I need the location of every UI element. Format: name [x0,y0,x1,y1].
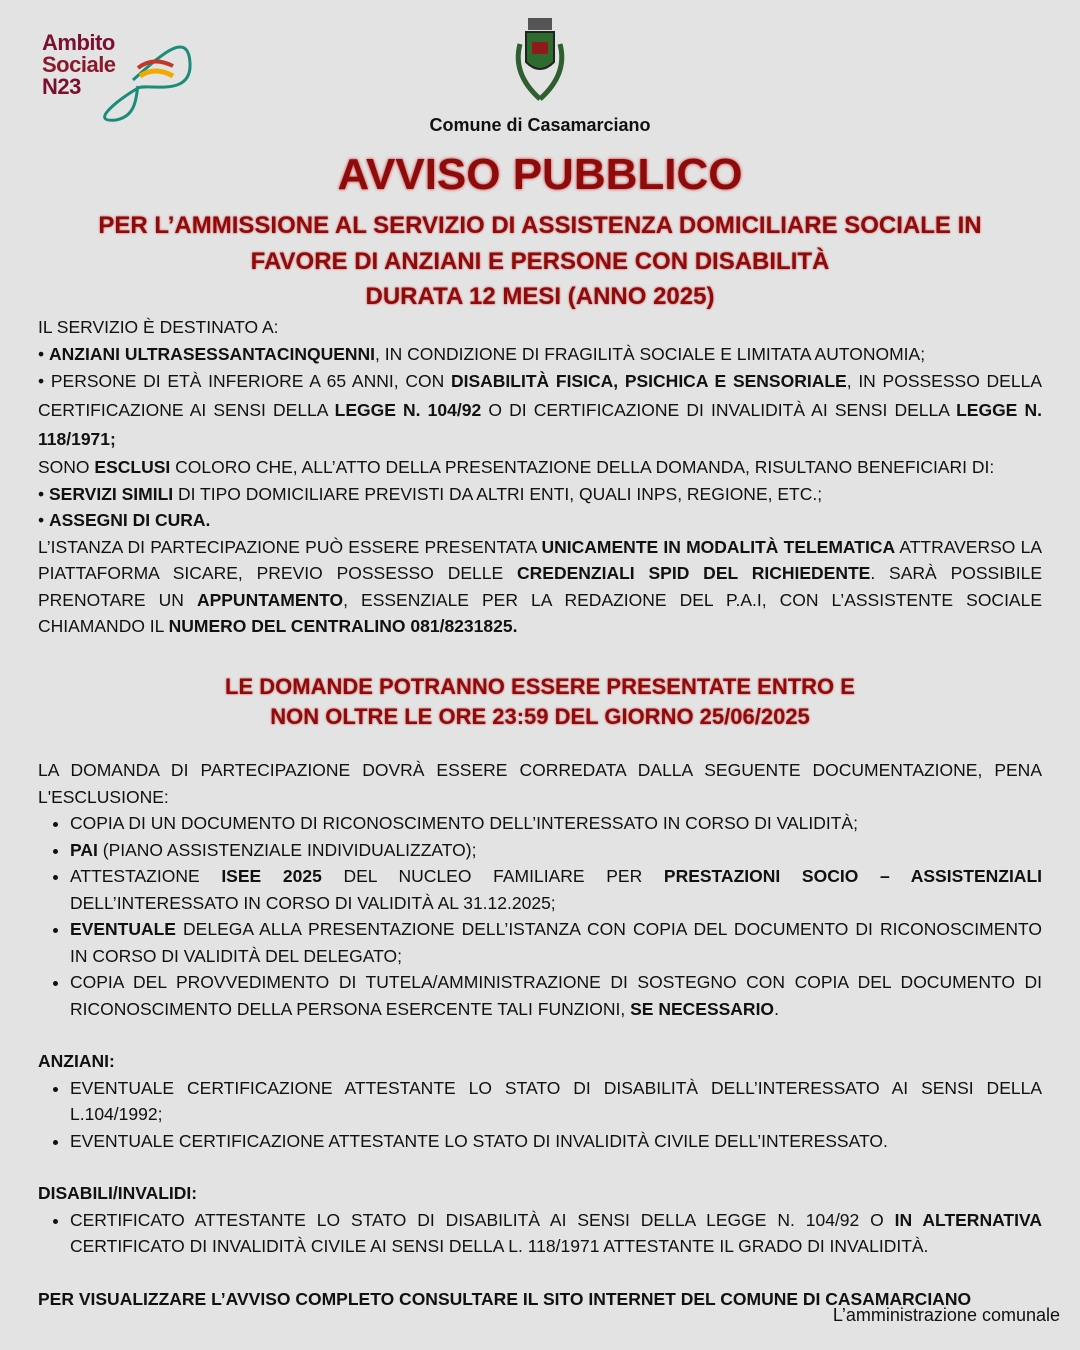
text-segment: L’ISTANZA DI PARTECIPAZIONE PUÒ ESSERE PRESENTATA [38,536,542,557]
bold-text: ISEE 2025 [221,866,322,886]
text-segment: ATTRAVERSO LA PIATTAFORMA SICARE, PREVIO POSSESSO DELLE [38,536,1042,583]
intro-paragraph [38,454,1042,481]
logo-line: N23 [42,74,81,99]
text-segment: . [774,998,779,1019]
footer-note: PER VISUALIZZARE L’AVVISO COMPLETO CONSULTARE IL SITO INTERNET DEL COMUNE DI CASAMARCIANO [38,1288,972,1309]
list-item [70,1128,1042,1155]
bold-text: PAI [70,839,98,860]
list-item [70,1207,1042,1260]
text-segment: , IN POSSESSO DELLA CERTIFICAZIONE AI SENSI DELLA [38,371,1042,420]
text-segment: • [38,510,49,530]
bold-text: LEGGE N. 104/92 [334,400,482,420]
bold-text: DISABILITÀ FISICA, PSICHICA E SENSORIALE [450,371,847,391]
text-segment: , ESSENZIALE PER LA REDAZIONE DEL P.A.I, CON L’ASSISTENTE SOCIALE CHIAMANDO IL [38,589,1043,636]
bold-text: PRESTAZIONI SOCIO – ASSISTENZIALI [663,866,1042,886]
text-segment: • [38,343,49,364]
intro-paragraph [38,314,1042,341]
bold-text: SE NECESSARIO [630,998,775,1019]
text-segment: CERTIFICATO ATTESTANTE LO STATO DI DISABILITÀ AI SENSI DELLA LEGGE N. 104/92 O [70,1209,895,1230]
list-item [70,810,1042,837]
list-item [70,969,1042,1022]
text-segment: EVENTUALE CERTIFICAZIONE ATTESTANTE LO STATO DI INVALIDITÀ CIVILE DELL’INTERESSATO. [70,1130,888,1151]
intro-paragraph [38,507,1042,534]
bold-text: ANZIANI ULTRASESSANTACINQUENNI [49,343,376,364]
text-segment: COPIA DI UN DOCUMENTO DI RICONOSCIMENTO DELL’INTERESSATO IN CORSO DI VALIDITÀ; [70,813,858,833]
disabili-heading: DISABILI/INVALIDI: [38,1183,198,1203]
text-segment: COPIA DEL PROVVEDIMENTO DI TUTELA/AMMINISTRAZIONE DI SOSTEGNO CON COPIA DEL DOCUMENTO DI RICONOSCIMENTO DELLA PERSONA ESERCENTE TALI FUNZIONI, [70,972,1042,1019]
bold-text: ESCLUSI [94,457,171,477]
text-segment: DELL’INTERESSATO IN CORSO DI VALIDITÀ AL 31.12.2025; [70,892,556,913]
bold-text: ASSEGNI DI CURA. [49,510,211,530]
text-segment: EVENTUALE CERTIFICAZIONE ATTESTANTE LO STATO DI DISABILITÀ DELL’INTERESSATO AI SENSI DELLA L.104/1992; [70,1077,1042,1124]
list-item [70,863,1042,916]
logo-line: Ambito [42,30,115,55]
text-segment: DELEGA ALLA PRESENTAZIONE DELL’ISTANZA CON COPIA DEL DOCUMENTO DI RICONOSCIMENTO IN CORSO DI VALIDITÀ DEL DELEGATO; [70,919,1042,966]
deadline-line: LE DOMANDE POTRANNO ESSERE PRESENTATE ENTRO E [225,674,855,699]
subtitle [0,208,1080,315]
text-segment: • PERSONE DI ETÀ INFERIORE A 65 ANNI, CON [38,371,451,391]
page-title: AVVISO PUBBLICO [337,150,743,199]
intro-paragraph [38,367,1042,454]
bold-text: UNICAMENTE IN MODALITÀ TELEMATICA [541,536,896,557]
intro-paragraph [38,481,1042,508]
list-item [70,837,1042,864]
ambito-sociale-logo [38,28,198,123]
intro-paragraph [38,534,1042,640]
list-item [70,1075,1042,1128]
text-segment: IL SERVIZIO È DESTINATO A: [38,317,279,337]
comune-name: Comune di Casamarciano [429,115,651,135]
anziani-heading: ANZIANI: [38,1051,115,1071]
text-segment: O DI CERTIFICAZIONE DI INVALIDITÀ AI SENSI DELLA [481,400,957,420]
text-segment: • [38,483,49,504]
bold-text: CREDENZIALI SPID DEL RICHIEDENTE [517,563,871,583]
deadline-notice [0,672,1080,732]
bold-text: IN ALTERNATIVA [894,1209,1042,1230]
text-segment: COLORO CHE, ALL’ATTO DELLA PRESENTAZIONE DELLA DOMANDA, RISULTANO BENEFICIARI DI: [170,457,995,477]
bold-text: SERVIZI SIMILI [49,483,174,504]
text-segment: , IN CONDIZIONE DI FRAGILITÀ SOCIALE E LIMITATA AUTONOMIA; [375,343,926,364]
disabili-list [38,1207,1042,1260]
documents-section [38,757,1042,1312]
subtitle-line: PER L’AMMISSIONE AL SERVIZIO DI ASSISTENZA DOMICILIARE SOCIALE IN [98,212,982,239]
list-item [70,916,1042,969]
text-segment: DEL NUCLEO FAMILIARE PER [321,866,664,886]
bold-text: LEGGE N. 118/1971; [38,400,1042,449]
text-segment: DI TIPO DOMICILIARE PREVISTI DA ALTRI ENTI, QUALI INPS, REGIONE, ETC.; [173,483,823,504]
intro-section [38,314,1042,640]
subtitle-line: DURATA 12 MESI (ANNO 2025) [365,283,715,310]
bold-text: EVENTUALE [70,919,176,939]
text-segment: CERTIFICATO DI INVALIDITÀ CIVILE AI SENSI DELLA L. 118/1971 ATTESTANTE IL GRADO DI INVALIDITÀ. [70,1236,929,1256]
bold-text: APPUNTAMENTO [196,589,344,610]
subtitle-line: FAVORE DI ANZIANI E PERSONE CON DISABILITÀ [250,247,830,275]
bold-text: NUMERO DEL CENTRALINO 081/8231825. [168,616,518,636]
text-segment: . SARÀ POSSIBILE PRENOTARE UN [38,563,1042,610]
text-segment: ATTESTAZIONE [70,866,222,886]
signature: L’amministrazione comunale [832,1305,1060,1325]
logo-line: Sociale [42,52,116,77]
text-segment: SONO [38,457,95,477]
documents-list [38,810,1042,1022]
text-segment: (PIANO ASSISTENZIALE INDIVIDUALIZZATO); [97,839,477,860]
documents-intro: LA DOMANDA DI PARTECIPAZIONE DOVRÀ ESSERE CORREDATA DALLA SEGUENTE DOCUMENTAZIONE, PENA L'ESCLUSIONE: [38,760,1042,807]
intro-paragraph [38,341,1042,368]
coat-of-arms-icon [500,14,580,106]
anziani-list [38,1075,1042,1155]
deadline-line: NON OLTRE LE ORE 23:59 DEL GIORNO 25/06/2025 [270,704,810,729]
